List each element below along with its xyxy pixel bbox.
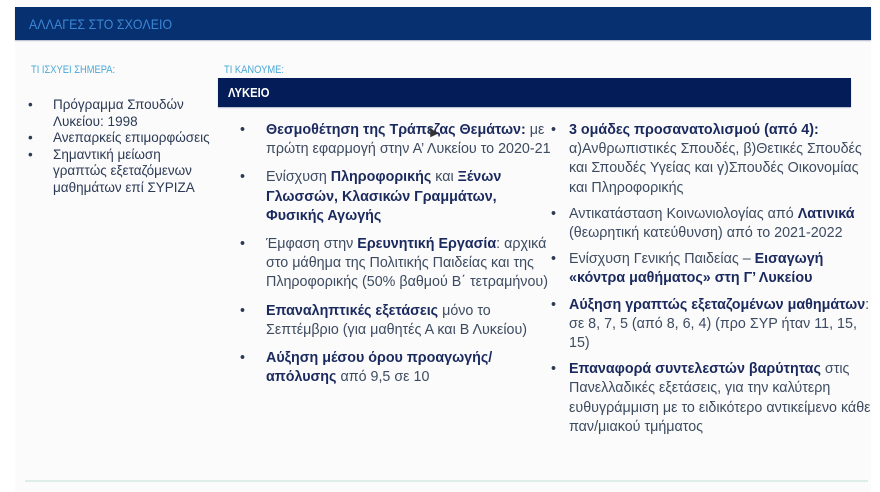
footer-divider: [25, 480, 868, 482]
list-item: • Ενίσχυση Γενικής Παιδείας – Εισαγωγή «κόντρα μαθήματος» στη Γ’ Λυκείου: [549, 250, 874, 288]
subheader-title: ΛΥΚΕΙΟ: [228, 86, 270, 100]
list-item: • Ανεπαρκείς επιμορφώσεις: [28, 130, 213, 147]
current-state-label: ΤΙ ΙΣΧΥΕΙ ΣΗΜΕΡΑ:: [31, 64, 116, 76]
subheader-bar: [218, 78, 851, 107]
list-item: • Έμφαση στην Ερευνητική Εργασία: αρχικά στο μάθημα της Πολιτικής Παιδείας και της Πληροφορικής (50% βαθμού Β΄ τετραμήνου): [238, 235, 558, 293]
list-item: • Ενίσχυση Πληροφορικής και Ξένων Γλωσσών, Κλασικών Γραμμάτων, Φυσικής Αγωγής: [238, 168, 558, 226]
list-item: • Πρόγραμμα Σπουδών Λυκείου: 1998: [28, 97, 213, 130]
title-bar: [15, 7, 871, 40]
list-item: • Θεσμοθέτηση της Τράπεζας Θεμάτων: με πρώτη εφαρμογή στην Α’ Λυκείου το 2020-21: [238, 121, 558, 159]
current-state-list: [28, 97, 213, 196]
list-item: • Επαναληπτικές εξετάσεις μόνο το Σεπτέμβριο (για μαθητές Α και Β Λυκείου): [238, 302, 558, 340]
list-item: • Επαναφορά συντελεστών βαρύτητας στις Πανελλαδικές εξετάσεις, για την καλύτερη ευθυγράμμιση με το ειδικότερο αντικείμενο κάθε παν/μιακού τμήματος: [549, 360, 874, 437]
list-item: • 3 ομάδες προσανατολισμού (από 4): α)Ανθρωπιστικές Σπουδές, β)Θετικές Σπουδές και Σπουδές Υγείας και γ)Σπουδές Οικονομίας και Πληροφορικής: [549, 121, 874, 198]
list-item: • Αύξηση γραπτώς εξεταζομένων μαθημάτων: σε 8, 7, 5 (από 8, 6, 4) (προ ΣΥΡ ήταν 11, 15, 15): [549, 296, 874, 354]
slide-title: ΑΛΛΑΓΕΣ ΣΤΟ ΣΧΟΛΕΙΟ: [29, 16, 173, 32]
measures-column-b: [549, 121, 874, 444]
measures-column-a: [238, 121, 558, 396]
list-item: • Αντικατάσταση Κοινωνιολογίας από Λατινικά (θεωρητική κατεύθυνση) από το 2021-2022: [549, 205, 874, 243]
list-item: • Αύξηση μέσου όρου προαγωγής/απόλυσης από 9,5 σε 10: [238, 349, 558, 387]
list-item: • Σημαντική μείωση γραπτώς εξεταζόμενων μαθημάτων επί ΣΥΡΙΖΑ: [28, 147, 213, 197]
what-we-do-label: ΤΙ ΚΑΝΟΥΜΕ:: [224, 64, 284, 76]
